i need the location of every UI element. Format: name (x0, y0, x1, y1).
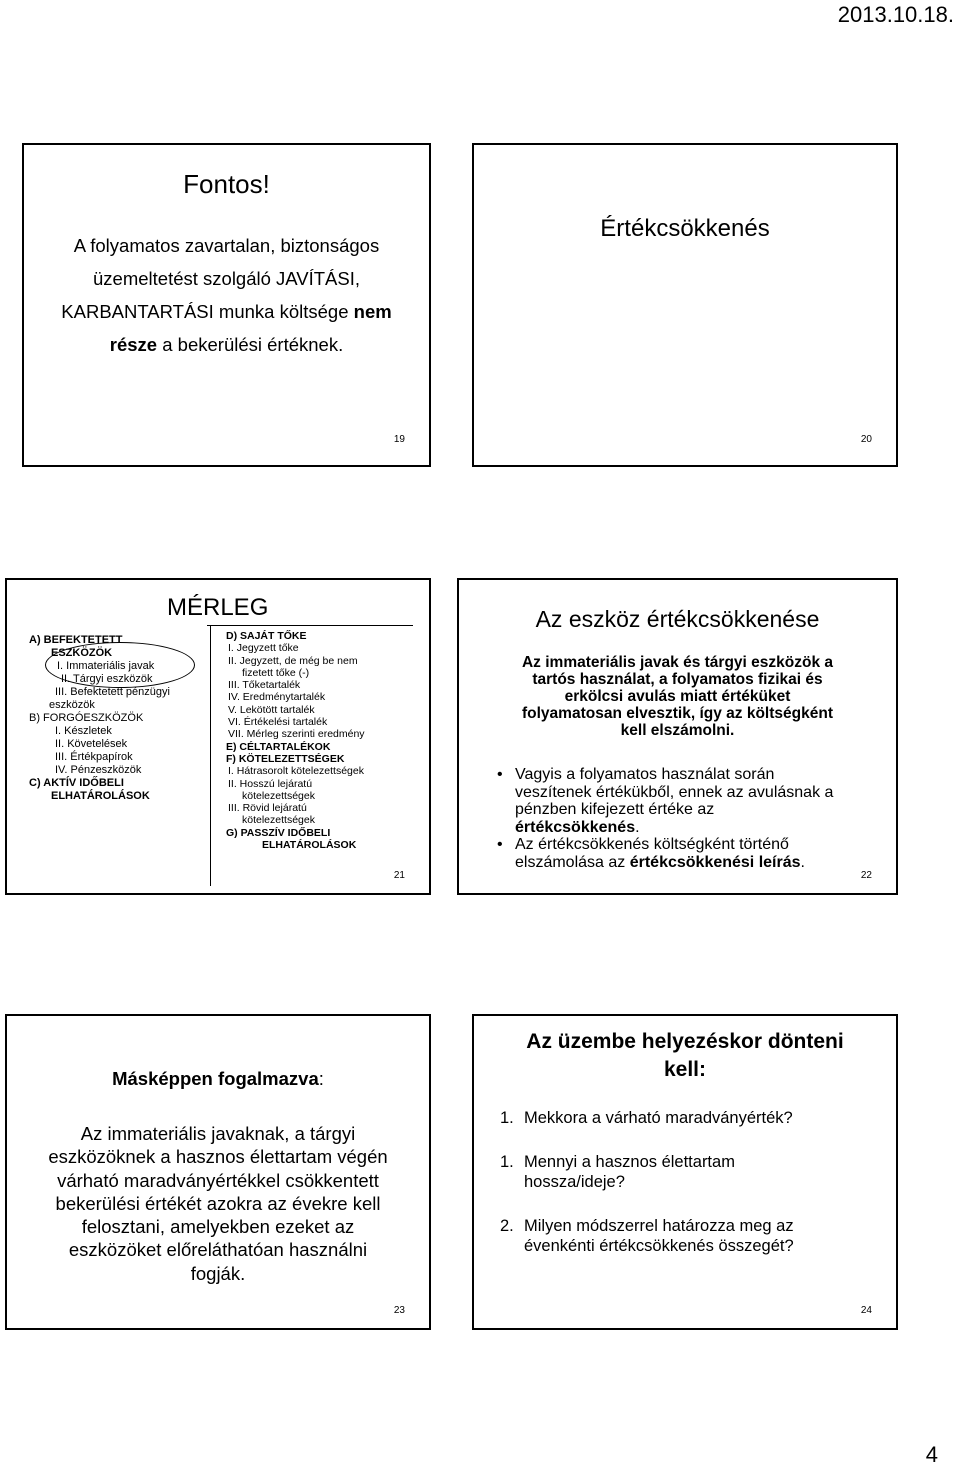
slide-title: Az eszköz értékcsökkenése (535, 606, 820, 632)
list-item: 1. Mennyi a hasznos élettartam hossza/ideje? (500, 1153, 735, 1191)
slide-23 (5, 1014, 431, 1330)
assets-list: A) BEFEKTETETT ESZKÖZÖK I. Immateriális javak II. Tárgyi eszközök III. Befektetett pénzügyi eszközök B) FORGÓESZKÖZÖK I. Készletek II. Követelések III. Értékpapírok IV. Pénzeszközök C) AKTÍV IDŐBELI ELHATÁROLÁSOK (29, 634, 170, 802)
header-date: 2013.10.18. (837, 2, 954, 27)
slide-number: 21 (393, 870, 405, 881)
slide-title: MÉRLEG (167, 594, 269, 621)
title-rule (207, 625, 413, 626)
definition-text: Az immateriális javak és tárgyi eszközök a tartós használat, a folyamatos fizikai és erkölcsi avulás miatt értéküket folyamatosan elvesztik, így az költségként kell elszámolni. (521, 654, 834, 739)
slide-number: 22 (860, 870, 872, 881)
column-divider (210, 626, 211, 886)
list-item: 1. Mekkora a várható maradványérték? (500, 1109, 793, 1127)
slide-number: 19 (393, 434, 405, 445)
slide-number: 23 (393, 1305, 405, 1316)
bullet-list (497, 766, 833, 871)
slide-title: Értékcsökkenés (600, 215, 770, 242)
slide-22 (457, 578, 898, 895)
slide-19 (22, 143, 431, 467)
slide-number: 24 (860, 1305, 872, 1316)
numbered-list (500, 1108, 794, 1256)
bullet-1: • Vagyis a folyamatos használat során veszítenek értékükből, ennek az avulásnak a pénzben kifejezett értéke az értékcsökkenés. (497, 766, 834, 836)
slide-body: Az immateriális javaknak, a tárgyi eszközöknek a hasznos élettartam végén várható maradványértékkel csökkentett bekerülési értékét azokra az évekre kell felosztani, amelyekben ezeket az eszközöket előreláthatóan használni fogják. (48, 1123, 388, 1284)
bullet-2: • Az értékcsökkenés költségként történő elszámolása az értékcsökkenési leírás. (497, 836, 805, 871)
list-item: 2. Milyen módszerrel határozza meg az évenkénti értékcsökkenés összegét? (500, 1217, 794, 1255)
page-number: 4 (925, 1442, 938, 1467)
slide-body: A folyamatos zavartalan, biztonságos üzemeltetést szolgáló JAVÍTÁSI, KARBANTARTÁSI munka költsége nem része a bekerülési értéknek. (61, 235, 392, 355)
slide-number: 20 (860, 434, 872, 445)
slide-24 (472, 1014, 898, 1330)
slide-heading: Másképpen fogalmazva: (112, 1068, 324, 1089)
slide-21 (5, 578, 431, 895)
slide-title: Fontos! (183, 169, 270, 199)
liabilities-list: D) SAJÁT TŐKE I. Jegyzett tőke II. Jegyzett, de még be nem fizetett tőke (-) III. Tőketartalék IV. Eredménytartalék V. Lekötött tartalék VI. Értékelési tartalék VII. Mérleg szerinti eredmény E) CÉLTARTALÉKOK F) KÖTELEZETTSÉGEK I. Hátrasorolt kötelezettségek II. Hosszú lejáratú kötelezettségek III. Rövid lejáratú kötelezettségek G) PASSZÍV IDŐBELI ELHATÁROLÁSOK (226, 630, 365, 852)
slide-title: Az üzembe helyezéskor dönteni kell: (526, 1030, 844, 1081)
slide-20 (472, 143, 898, 467)
